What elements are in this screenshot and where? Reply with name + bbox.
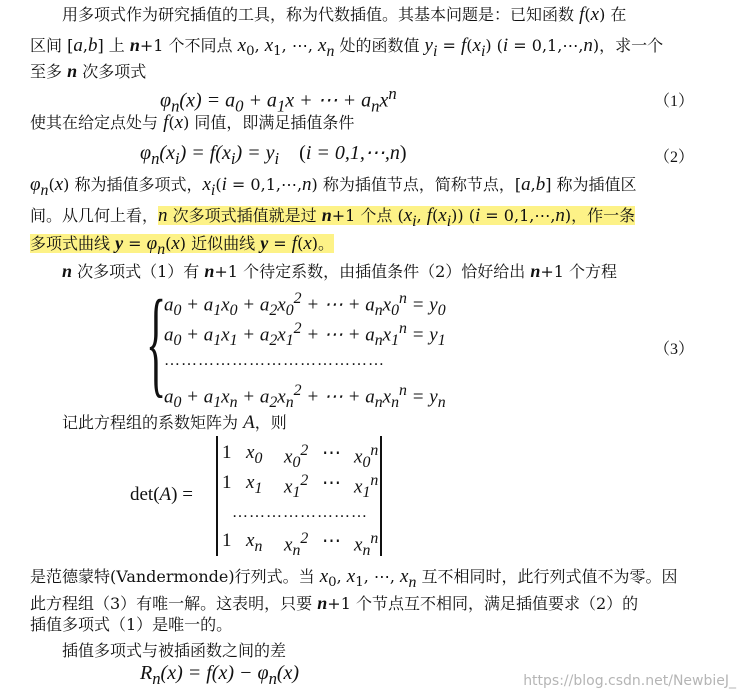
para1-line2: 区间 [a,b] 上 n+1 个不同点 $x_0$, $x_1$, ⋯, $x_n$ 处的函数值 $y_i = f(x_i) (i$ = 0,1,⋯,n)，求一个 [30,35,664,60]
det-cell: ⋯ [322,531,341,552]
highlight-span-2: 多项式曲线 $y = \varphi_n(x)$ 近似曲线 y = f(x)。 [30,233,335,258]
det-cell: 1 [222,530,232,551]
equation-1: $\varphi_n(x) = a_0 + a_1x$ + ⋯ + $a_nx^n$ [160,84,397,116]
det-cell: $x_1^n$ [354,472,379,502]
para3-line3 [30,232,334,261]
det-cell: 1 [222,442,232,463]
det-cell: $x_n$ [246,530,263,555]
para1-line3: 至多 n 次多项式 [30,61,147,81]
para3-line2 [30,204,635,233]
det-cell: $x_n^2$ [284,530,309,560]
para6-line1: 是范德蒙特(Vandermonde)行列式。当 $x_0$, $x_1$, ⋯, $x_n$ 互不相同时，此行列式值不为零。因 [30,566,678,591]
det-cell: $x_0^2$ [284,442,309,472]
det-cell: $x_1^2$ [284,472,309,502]
para6-line2: 此方程组（3）有唯一解。这表明，只要 n+1 个节点互不相同，满足插值要求（2）的 [30,593,639,613]
para2-line1: 使其在给定点处与 f(x) 同值，即满足插值条件 [30,112,355,133]
para3-line2-plain: 间。从几何上看， [30,206,159,225]
para3-line1: $\varphi_n(x)$ 称为插值多项式，$x_i(i$ = 0,1,⋯,n) 称为插值节点，简称节点，[a,b] 称为插值区 [30,174,637,199]
para6-line3: 插值多项式（1）是唯一的。 [30,615,233,634]
equation-3-number: （3） [654,341,695,358]
det-cell: $x_0^n$ [354,442,379,472]
det-right-bar [380,436,382,556]
det-dots-row: …………………… [232,504,368,521]
det-cell: $x_n^n$ [354,530,379,560]
det-cell: $x_0$ [246,442,263,467]
system-row-0: $a_0 + a_1x_0 + a_2x_0^2$ + ⋯ + $a_nx_0^n = y_0$ [164,290,446,320]
det-cell: 1 [222,472,232,493]
equation-1-number: （1） [654,93,695,110]
highlight-span-1: n 次多项式插值就是过 n+1 个点 ($x_i$, $f(x_i)$) (i = 0,1,⋯,n)，作一条 [158,205,636,230]
left-brace: { [146,275,167,408]
para7-line1: 插值多项式与被插函数之间的差 [62,641,287,660]
det-cell: ⋯ [322,473,341,494]
system-row-dots: ………………………………… [164,352,385,369]
watermark: https://blog.csdn.net/NewbieJ_ [523,673,736,689]
para5-line1: 记此方程组的系数矩阵为 A，则 [62,412,287,433]
det-label: det(A) = [130,484,193,505]
det-left-bar [216,436,218,556]
equation-4: $R_n(x) = f(x) - \varphi_n(x)$ [140,662,300,688]
equation-2-number: （2） [654,149,695,166]
det-cell: $x_1$ [246,472,263,497]
system-row-n: $a_0 + a_1x_n + a_2x_n^2$ + ⋯ + $a_nx_n^n = y_n$ [164,382,446,412]
para1-line1: 用多项式作为研究插值的工具，称为代数插值。其基本问题是：已知函数 f(x) 在 [62,4,627,25]
system-row-1: $a_0 + a_1x_1 + a_2x_1^2$ + ⋯ + $a_nx_1^n = y_1$ [164,320,446,350]
det-cell: ⋯ [322,443,341,464]
equation-2: $\varphi_n(x_i) = f(x_i) = y_i$ (i = 0,1,⋯,n) [140,142,407,168]
para4-line1: n 次多项式（1）有 n+1 个待定系数，由插值条件（2）恰好给出 n+1 个方程 [62,261,618,281]
